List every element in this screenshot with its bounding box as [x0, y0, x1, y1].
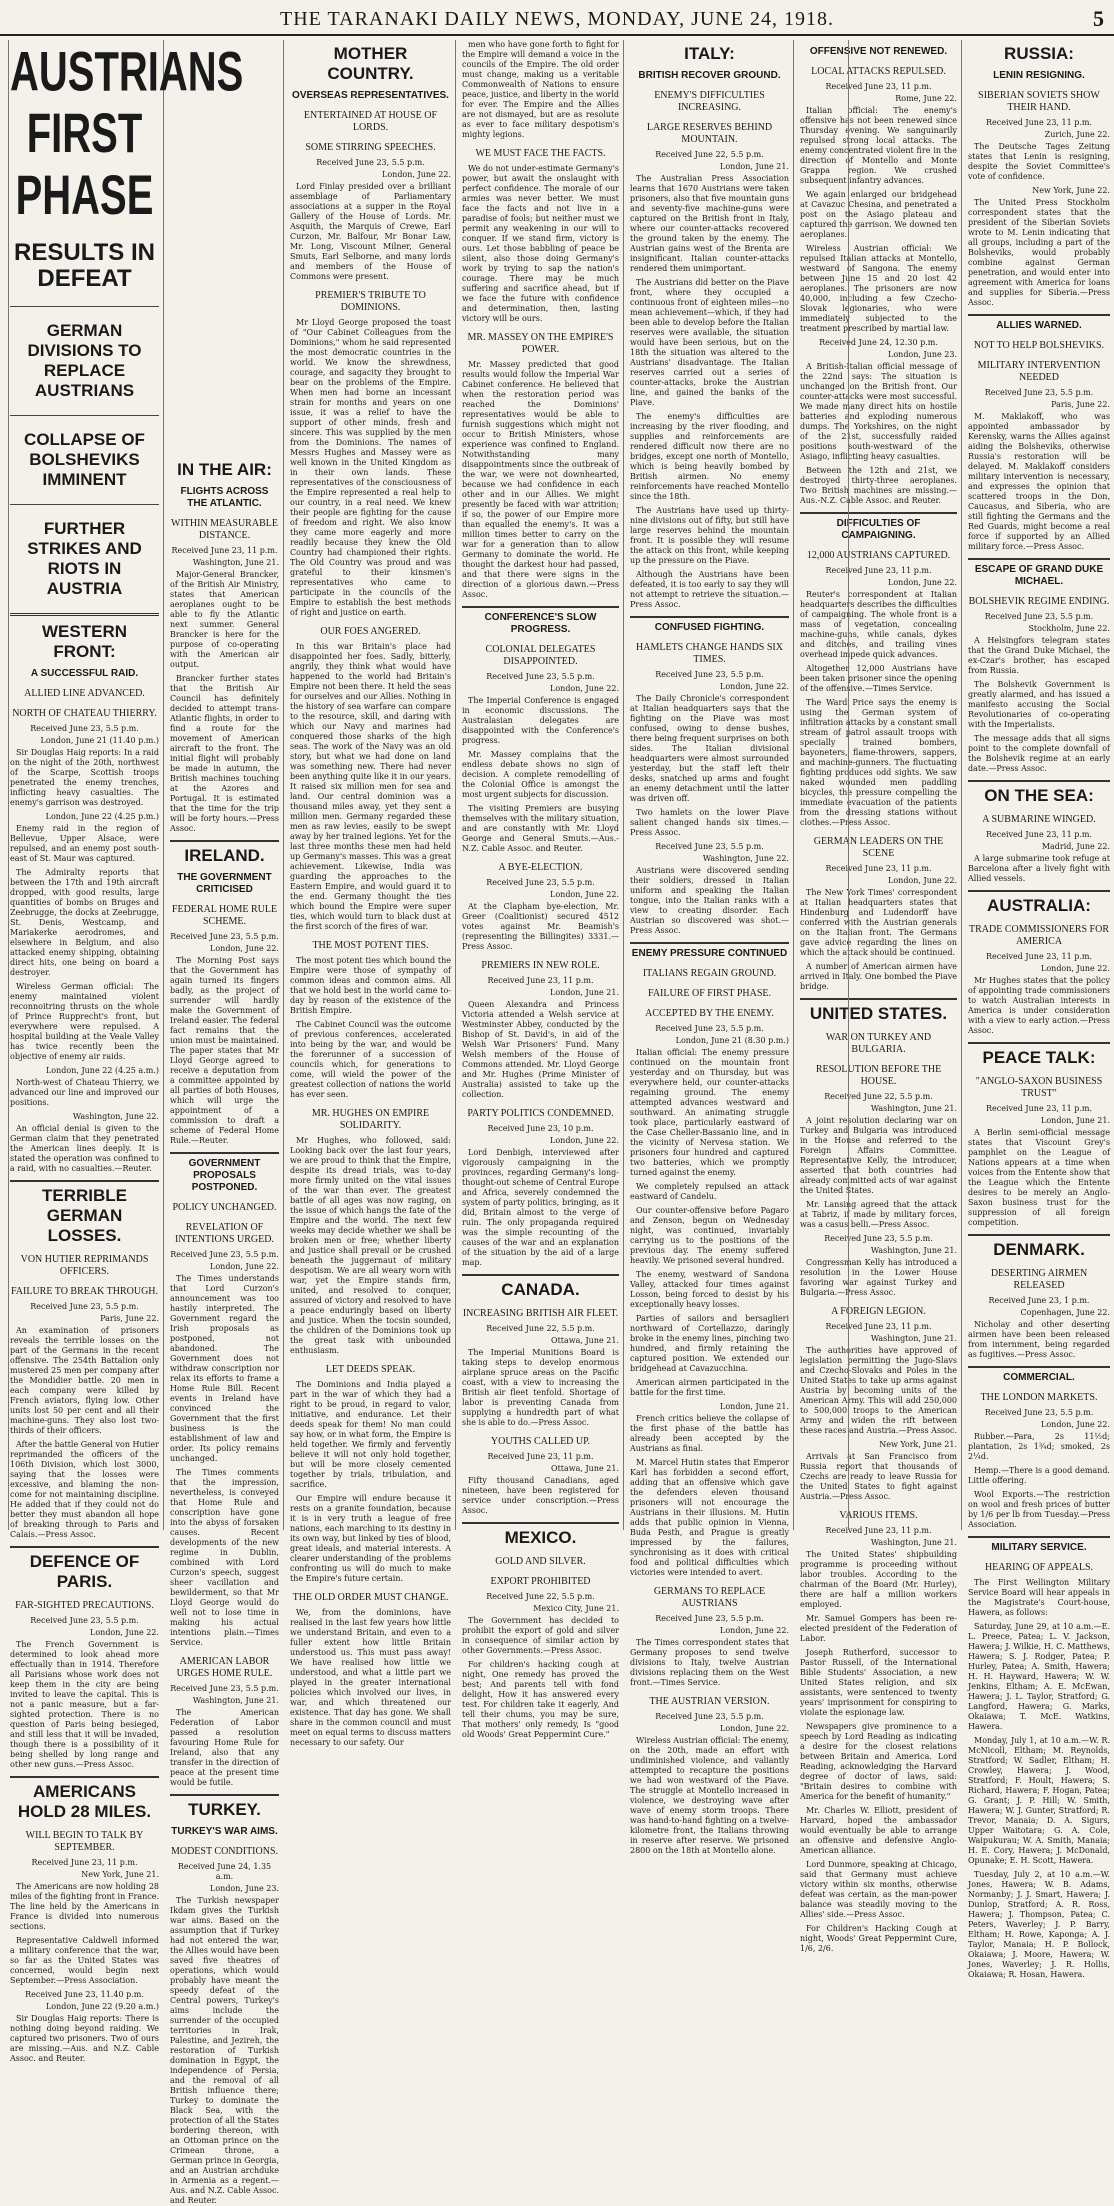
- subhead: ENEMY'S DIFFICULTIES INCREASING.: [654, 90, 765, 113]
- subhead: OVERSEAS REPRESENTATIVES.: [292, 90, 449, 101]
- article-paragraph: The Imperial Munitions Board is taking steps to develop enormous airplane spruce areas on the Pacific coast, with a view to increasing the British air fleet tenfold. Shortage of labor is preventing Canada from supplying a hundredth part of what she is able to do.—Press Assoc.: [462, 1348, 619, 1427]
- dispatch-received: Received June 23, 10 p.m.: [487, 1124, 594, 1133]
- subhead: VARIOUS ITEMS.: [839, 1510, 918, 1521]
- article-paragraph: Rubber.—Para, 2s 11½d; plantation, 2s 1¾d; smoked, 2s 2¼d.: [968, 1432, 1110, 1461]
- subhead: "ANGLO-SAXON BUSINESS TRUST": [975, 1076, 1103, 1099]
- article-paragraph: A large submarine took refuge at Barcelona after a lively fight with Allied vessels.: [968, 854, 1110, 883]
- column-8: [964, 40, 1114, 1979]
- subhead: FLIGHTS ACROSS THE ATLANTIC.: [180, 486, 269, 509]
- section-turkey: TURKEY.: [170, 1794, 279, 1820]
- dispatch-received: Received June 23, 5.5 p.m.: [984, 388, 1094, 397]
- subhead: ALLIES WARNED.: [968, 314, 1110, 332]
- dateline: London, June 22.: [550, 890, 619, 899]
- subhead: MR. MASSEY ON THE EMPIRE'S POWER.: [467, 332, 614, 355]
- article-paragraph: Although the Austrians have been defeated, it is too early to say they will not attempt to retrieve the situation.—Press Assoc.: [630, 570, 789, 609]
- dispatch-received: Received June 22, 5.5 p.m.: [486, 1324, 595, 1333]
- section-ireland: IRELAND.: [170, 840, 279, 866]
- dateline: Madrid, June 22.: [1041, 842, 1110, 851]
- article-paragraph: The enemy, westward of Sandona Valley, attacked four times against Losson, being forced to desist by his exceptionally heavy losses.: [630, 1270, 789, 1309]
- subhead: A SUCCESSFUL RAID.: [30, 668, 139, 679]
- dateline: London, June 22.: [720, 682, 789, 691]
- dateline: London, June 22.: [1041, 1420, 1110, 1429]
- article-paragraph: The Cabinet Council was the outcome of previous conferences, accelerated into being by the war, and would be the forerunner of a succession of councils which, for generations to come, will wield the power of the greatest collection of nations the world has ever seen.: [290, 1020, 451, 1099]
- article-paragraph: Representative Caldwell informed a military conference that the war, so far as the United States was concerned, would begin next September.—Press Association.: [10, 1936, 159, 1985]
- article-paragraph: Hemp.—There is a good demand. Little offering.: [968, 1466, 1110, 1485]
- dispatch-received: Received June 23, 5.5 p.m.: [316, 158, 425, 167]
- advertisement: For Children's Hacking Cough at night, Woods' Great Peppermint Cure, 1/6, 2/6.: [800, 1924, 957, 1953]
- article-paragraph: Tuesday, July 2, at 10 a.m.—W. Jones, Hawera; W. B. Adams, Normanby; J. J. Smart, Hawera; J. Dunlop, Stratford; A. R. Ross, Hawera; J. Thompson, Patea; C. Peters, Waverley; J. P. Barry, Eltham; H. Rowe, Kaponga; A. J. Taylor, Manaia; H. P. Bollock, Okaiawa; J. Moore, Hawera; W. Jones, Waverley; J. R. Hollis, Okaiawa; R. Hosan, Hawera.: [968, 1870, 1110, 1979]
- dateline: London, June 22.: [90, 1628, 159, 1637]
- subhead: THE MOST POTENT TIES.: [312, 940, 429, 951]
- subhead: NOT TO HELP BOLSHEVIKS.: [973, 340, 1105, 351]
- article-paragraph: The French Government is determined to look ahead more effectually than in 1914. Therefore all Parisians whose work does not keep them in the city are being invited to leave the capital. This is not a panic measure, but a far-sighted protection. There is no question of Paris being besieged, and still less that it will be invaded, though there is a possibility of it being shelled by long range and other new guns.—Press Assoc.: [10, 1640, 159, 1769]
- dateline: London, June 22.: [888, 876, 957, 885]
- subhead: THE OLD ORDER MUST CHANGE.: [292, 1592, 449, 1603]
- column-3: [286, 40, 456, 1747]
- dateline: London, June 22 (4.25 p.m.): [45, 812, 159, 821]
- dispatch-received: Received June 23, 11 p.m.: [825, 566, 932, 575]
- section-italy: ITALY:: [684, 44, 735, 63]
- article-paragraph: Newspapers give prominence to a speech by Lord Reading as indicating a desire for the closest relations between Britain and America. Lord Reading, acknowledging the Harvard degree of doctor of laws, said: "Britain desires to combine with America for the benefit of humanity.": [800, 1722, 957, 1801]
- section-australia: AUSTRALIA:: [968, 890, 1110, 916]
- dateline: Rome, June 22.: [895, 94, 957, 103]
- article-paragraph: Mr. Lansing agreed that the attack at Tabriz, if made by military forces, was a casus belli.—Press Assoc.: [800, 1200, 957, 1229]
- dispatch-received: Received June 23, 11 p.m.: [985, 952, 1093, 961]
- subhead: AMERICAN LABOR URGES HOME RULE.: [176, 1656, 273, 1679]
- section-mother-country: MOTHER COUNTRY.: [327, 44, 414, 83]
- dateline: London, June 21.: [1041, 1116, 1110, 1125]
- subhead: LOCAL ATTACKS REPULSED.: [811, 66, 946, 77]
- article-paragraph: Italian official: The enemy pressure continued on the mountain front yesterday and on Thursday, but was everywhere held, our counter-attacks regaining ground. The enemy attempted advances westward and southward. An animating struggle took place, particularly eastward of the Case Cheller-Bassanio line, and in the vicinity of Nervesa station. We prisoners four hundred and captured two batteries, which we promptly turned against the enemy.: [630, 1048, 789, 1177]
- article-paragraph: Between the 12th and 21st, we destroyed thirty-three aeroplanes. Two British machines are missing.—Aus.-N.Z. Cable Assoc. and Reuter.: [800, 466, 957, 505]
- article-paragraph: The Austrians have used up thirty-nine divisions out of fifty, but still have large reserves behind the mountain front. It is possible they will resume the attack on this front, while keeping up the pressure on the Piave.: [630, 506, 789, 565]
- dateline: London, June 21.: [550, 988, 619, 997]
- divider: [10, 415, 159, 416]
- section-denmark: DENMARK.: [968, 1234, 1110, 1260]
- dateline: London, June 22.: [1041, 964, 1110, 973]
- article-paragraph: We, from the dominions, have realised in the last few years how little we understand Britain, and even to a fuller extent how little Britain understood us. This must pass away! We have realised how little we understood, and what a little part we played in the greater international policies which involved our lives, in war, and which threatened our existence. That day has gone. We shall share in the common council and must meet on equal terms to discuss matters necessary to our safety. Our: [290, 1608, 451, 1747]
- dateline: Mexico City, June 21.: [533, 1604, 619, 1613]
- article-paragraph: The New York Times' correspondent at Italian headquarters states that Hindenburg and Ludendorff have conferred with the Austrian generals on the Italian front. The Germans gave advice regarding the lines on which the attack should be continued.: [800, 888, 957, 957]
- dateline: London, June 22.: [888, 578, 957, 587]
- article-paragraph: The Times understands that Lord Curzon's announcement was too hastily interpreted. The Government regard the Irish proposals as postponed, not abandoned. The Government does not withdraw conscription nor relax its efforts to frame a Home Rule Bill. Recent events in Ireland have convinced the Government that the first business is the establishment of law and order. Its policy remains unchanged.: [170, 1274, 279, 1463]
- spacer: [840, 40, 849, 1530]
- dateline: London, June 22.: [720, 1724, 789, 1733]
- article-paragraph: After the battle General von Hutier reprimanded the officers of the 106th Division, which lost 3000, saying that the losses were excessive, and blaming the non-come for not maintaining discipline. He added that if they could not do better they must abandon all hope of breaking through to Paris and Calais.—Press Assoc.: [10, 1440, 159, 1539]
- dateline: London, June 22.: [550, 1136, 619, 1145]
- dateline: Copenhagen, June 22.: [1020, 1308, 1110, 1317]
- dispatch-received: Received June 23, 5.5 p.m.: [655, 1614, 764, 1623]
- subhead: OFFENSIVE NOT RENEWED.: [809, 46, 948, 57]
- subhead: BRITISH RECOVER GROUND.: [638, 70, 781, 81]
- article-paragraph: Two hamlets on the lower Piave salient changed hands six times.—Press Assoc.: [630, 808, 789, 837]
- subhead: MILITARY INTERVENTION NEEDED: [977, 360, 1101, 383]
- dispatch-received: Received June 23, 5.5 p.m.: [984, 612, 1094, 621]
- article-paragraph: The Americans are now holding 28 miles of the fighting front in France. The line held by the Americans in France is divided into numerous sections.: [10, 1882, 159, 1931]
- subhead: A SUBMARINE WINGED.: [982, 814, 1096, 825]
- article-paragraph: Nicholay and other deserting airmen have been been released from internment, being regarded as fugitives.—Press Assoc.: [968, 1320, 1110, 1359]
- article-paragraph: A joint resolution declaring war on Turkey and Bulgaria was introduced in the House and referred to the Foreign Affairs Committee. Representative Kelly, the introducer, asserted that both countries had already committed acts of war against the United States.: [800, 1116, 957, 1195]
- dateline: Washington, June 21.: [870, 1538, 957, 1547]
- article-paragraph: men who have gone forth to fight for the Empire will demand a voice in the councils of the Empire. The old order must change, making us a veritable Commonwealth of Nations to ensure peace, justice, and liberty in the world for ever. The Empire and the Allies are not dismayed, but are as resolute as ever to face military despotism's mighty legions.: [462, 40, 619, 139]
- article-paragraph: Our Empire will endure because it rests on a granite foundation, because it is in very truth a league of free nations, each marching to its destiny in its own way, but linked by ties of blood, great ideals, and material interests. A clearer understanding of the problems confronting us will do much to make the Empire's future certain.: [290, 1494, 451, 1583]
- dispatch-received: Received June 22, 5.5 p.m.: [824, 1092, 933, 1101]
- dispatch-received: Received June 23, 5.5 p.m.: [486, 672, 595, 681]
- subhead: LET DEEDS SPEAK.: [325, 1364, 416, 1375]
- masthead: [0, 0, 1114, 36]
- subhead: GERMAN LEADERS ON THE SCENE: [813, 836, 944, 859]
- dispatch-received: Received June 24, 12.30 p.m.: [819, 338, 938, 347]
- newspaper-title: THE TARANAKI DAILY NEWS, MONDAY, JUNE 24, 1918.: [280, 8, 834, 30]
- dispatch-received: Received June 23, 11 p.m.: [825, 82, 932, 91]
- dateline: New York, June 21.: [879, 1440, 957, 1449]
- subhead: LARGE RESERVES BEHIND MOUNTAIN.: [646, 122, 773, 145]
- dispatch-received: Received June 23, 11 p.m.: [985, 1104, 1093, 1113]
- spacer: [0, 40, 9, 1530]
- dispatch-received: Received June 23, 5.5 p.m.: [30, 1302, 139, 1311]
- dateline: New York, June 21.: [81, 1870, 159, 1879]
- subhead: DESERTING AIRMEN RELEASED: [990, 1268, 1088, 1291]
- subhead: DIFFICULTIES OF CAMPAIGNING.: [800, 512, 957, 542]
- subhead: FAILURE TO BREAK THROUGH.: [10, 1286, 159, 1297]
- article-paragraph: Mr. Massey predicted that good results would follow the Imperial War Cabinet conference. He believed that when the restoration period was reached the Dominions' representatives would be able to furnish suggestions which might not occur to British Ministers, whose experience was confined to England. Notwithstanding many disappointments since the outbreak of the war, we were not downhearted, because we had confidence in each other and in our Allies. We might presently be faced with war attrition; if so, the power of our Empire more than equalled the enemy's. It was a million times better to carry on the war for a generation than to allow Germany to dominate the world. He thought the darkest hour had passed, and that there were signs in the direction of a glorious dawn.—Press Assoc.: [462, 360, 619, 599]
- subhead: ENTERTAINED AT HOUSE OF LORDS.: [303, 110, 438, 133]
- subhead: POLICY UNCHANGED.: [172, 1202, 277, 1213]
- article-paragraph: The United Press Stockholm correspondent states that the president of the Siberian Soviets wrote to M. Lenin indicating that all groups, including a part of the Bolsheviks, would probably combine against German penetration, and would enter into agreement with America for loans and supplies for Siberia.—Press Assoc.: [968, 198, 1110, 307]
- article-paragraph: Lord Finlay presided over a brilliant assemblage of Parliamentary associations at a supper in the Royal Gallery of the House of Lords. Mr. Asquith, the Marquis of Crewe, Earl Curzon, Mr. Balfour, Mr Bonar Law, Mr. Long, Viscount Milner, General Smuts, Earl Selborne, and many lords and members of the House of Commons were present.: [290, 182, 451, 281]
- subhead: HEARING OF APPEALS.: [984, 1562, 1094, 1573]
- article-paragraph: The Government has decided to prohibit the export of gold and silver in consequence of similar action by other Governments.—Press Assoc.: [462, 1616, 619, 1655]
- article-paragraph: Monday, July 1, at 10 a.m.—W. R. McNicoll, Eltham; M. Reynolds, Stratford; W. Sadler, Eltham; H. Crowley, Hawera; J. Wood, Stratford; F. Hoult, Hawera; S. Richard, Hawera; F. Hogan, Patea; G. Grant; J. P. Hill; W. Smith, Hawera; W. J. Gunter, Stratford; R. Trevor, Manaia; D. A. Sigurs, Upper Waitotara; G. A. Cole, Waipukurau; W. A. Smith, Manaia; H. E. Cory, Hawera; J. McDonald, Opunake; E. H. Scott, Hawera.: [968, 1736, 1110, 1865]
- article-paragraph: Altogether 12,000 Austrians have been taken prisoner since the opening of the offensive.—Times Service.: [800, 664, 957, 693]
- article-paragraph: The Times comments that the impression, nevertheless, is conveyed that Home Rule and conscription have gone into the abyss of forsaken causes. Recent developments of the new regime in Dublin, combined with Lord Curzon's speech, suggest sheer vacillation and bewilderment, so that Mr Lloyd George would do well not to lose time in making his actual intentions plain.—Times Service.: [170, 1468, 279, 1647]
- article-paragraph: The Deutsche Tages Zeitung states that Lenin is resigning, despite the Soviet Committee's vote of confidence.: [968, 142, 1110, 181]
- dateline: Washington, June 22.: [702, 854, 789, 863]
- article-paragraph: The Imperial Conference is engaged in economic discussions. The Australasian delegates are disappointed with the Conference's progress.: [462, 696, 619, 745]
- subhead: GOVERNMENT PROPOSALS POSTPONED.: [170, 1152, 279, 1194]
- dispatch-received: Received June 22, 5.5 p.m.: [486, 1592, 595, 1601]
- subhead: ALLIED LINE ADVANCED.: [24, 688, 145, 699]
- column-6: [796, 40, 962, 1953]
- subhead: EXPORT PROHIBITED: [490, 1576, 591, 1587]
- dispatch-received: Received June 23, 5.5 p.m.: [984, 1408, 1094, 1417]
- dateline: Washington, June 21.: [870, 1246, 957, 1255]
- article-paragraph: Enemy raid in the region of Bellevue, Upper Alsace, were repulsed, and an enemy post south-east of St. Maur was captured.: [10, 824, 159, 863]
- subhead: COMMERCIAL.: [968, 1366, 1110, 1384]
- article-paragraph: At the Clapham bye-election, Mr. Greer (Coalitionist) secured 4512 votes against Mr. Beamish's (representing the Billingites) 3331.—Press Assoc.: [462, 902, 619, 951]
- dispatch-received: Received June 23, 11 p.m.: [487, 1452, 594, 1461]
- article-paragraph: We again enlarged our bridgehead at Cavazuc Chesina, and penetrated a post on the Asiago plateau and captured the garrison. We downed ten aeroplanes.: [800, 190, 957, 239]
- article-paragraph: The Australian Press Association learns that 1670 Austrians were taken prisoners, also that five mountain guns and seventy-five machine-guns were captured on the British front in Italy, where our counter-attacks recovered the ground taken by the enemy. The Austrian gains west of the Brenta are insignificant. Italian counter-attacks rendered them unimportant.: [630, 174, 789, 273]
- article-paragraph: M. Marcel Hutin states that Emperor Karl has forbidden a second effort, adding that an offensive which gave the defenders eleven thousand prisoners will not encourage the Austrians in their illusions. M. Hutin adds that public opinion in Vienna, Buda Pesth, and Prague is greatly impressed by the failures, synchronising as it does with critical food and political difficulties which victories were intended to avert.: [630, 1458, 789, 1577]
- dispatch-received: Received June 23, 11.40 p.m.: [25, 1990, 144, 1999]
- article-paragraph: Mr Hughes, who followed, said: Looking back over the last four years, we are proud to think that the Empire, despite its dread trials, was to-day more firmly united on the vital issues of the war than ever. The greatest battle of all ages was now raging, on the issue of which hangs the fate of the Empire and the world. The next few weeks may decide whether we shall be broken men or free; whether liberty and justice shall prevail or be crushed beneath the juggernaut of military despotism. We are all weary worn with war, yet the Empire stands firm, united, and resolved to conquer, assured of victory and resolved to have a peace enduringly based on liberty and justice. When the tocsin sounded, the children of the Dominions took up the great task with unbounded enthusiasm.: [290, 1136, 451, 1355]
- article-paragraph: Joseph Rutherford, successor to Pastor Russell, of the International Bible Students' Association, a new United States religion, and six assistants, were sentenced to twenty years' imprisonment for conspiring to violate the espionage law.: [800, 1648, 957, 1717]
- subhead: A BYE-ELECTION.: [498, 862, 583, 873]
- article-paragraph: Congressman Kelly has introduced a resolution in the Lower House favoring war against Turkey and Bulgaria.—Press Assoc.: [800, 1258, 957, 1297]
- section-russia: RUSSIA:: [1004, 44, 1074, 63]
- article-paragraph: The Bolshevik Government is greatly alarmed, and has issued a manifesto accusing the Social Revolutionaries of co-operating with the Imperialists.: [968, 680, 1110, 729]
- dateline: London, June 22 (9.20 a.m.): [45, 2002, 159, 2011]
- article-paragraph: Mr. Charles W. Elliott, president of Harvard, hoped the ambassador would eventually be able to arrange an offensive and defensive Anglo-American alliance.: [800, 1806, 957, 1855]
- article-paragraph: Austrians were discovered sending their soldiers, dressed in Italian uniform and speaking the Italian tongue, into the Italian ranks with a view to creating disorder. Each Austrian so discovered was shot.—Press Assoc.: [630, 866, 789, 935]
- article-paragraph: Mr. Samuel Gompers has been re-elected president of the Federation of Labor.: [800, 1614, 957, 1643]
- subhead: THE GOVERNMENT CRITICISED: [177, 872, 272, 895]
- subhead: RESOLUTION BEFORE THE HOUSE.: [815, 1064, 942, 1087]
- subhead: GERMANS TO REPLACE AUSTRIANS: [653, 1586, 766, 1609]
- article-paragraph: Italian official: The enemy's offensive has not been renewed since Thursday evening. We sanguinarily repulsed strong local attacks. The enemy concentrated violent fire in the direction of Montello and Monte Grappa region. We crushed subsequent infantry advances.: [800, 106, 957, 185]
- dateline: London, June 21.: [720, 162, 789, 171]
- subhead: MILITARY SERVICE.: [968, 1536, 1110, 1554]
- article-paragraph: Fifty thousand Canadians, aged nineteen, have been registered for service under conscription.—Press Assoc.: [462, 1476, 619, 1515]
- dispatch-received: Received June 24, 1.35 a.m.: [177, 1862, 272, 1881]
- dispatch-received: Received June 23, 5.5 p.m.: [655, 1024, 764, 1033]
- dispatch-received: Received June 23, 11 p.m.: [31, 1858, 138, 1867]
- article-paragraph: The Ward Price says the enemy is using the German system of infiltration attacks by a constant small stream of patrol assault troops with specially trained bombers, bayoneters, flame-throwers, sappers, and machine-gunners. The fluctuating fighting produces odd sights. We saw naked wounded men paddling bicycles, the pressure compelling the immediate evacuation of the patients from the dressing stations without clothes.—Press Assoc.: [800, 698, 957, 827]
- subhead: INCREASING BRITISH AIR FLEET.: [462, 1308, 619, 1319]
- subhead: WE MUST FACE THE FACTS.: [475, 148, 606, 159]
- article-paragraph: Lord Dunmore, speaking at Chicago, said that Germany must achieve victory within six months, otherwise defeat was certain, as the man-power balance was steadily moving to the Allies' side.—Press Assoc.: [800, 1860, 957, 1919]
- dateline: New York, June 22.: [1032, 186, 1110, 195]
- article-paragraph: The message adds that all signs point to the complete downfall of the Bolshevik regime at an early date.—Press Assoc.: [968, 734, 1110, 773]
- dispatch-received: Received June 23, 5.5 p.m.: [655, 842, 764, 851]
- article-paragraph: Mr. Massey complains that the endless debate shows no sign of decision. A complete remodelling of the Colonial Office is amongst the most urgent subjects for discussion.: [462, 750, 619, 799]
- subhead: THE LONDON MARKETS.: [980, 1392, 1098, 1403]
- article-paragraph: A Berlin semi-official message states that Viscount Grey's pamphlet on the League of Nations appears at a time when voices from the Entente show that the League which the Entente desires to be merely an Anglo-Saxon business trust for the suppression of all foreign competition.: [968, 1128, 1110, 1227]
- dateline: London, June 22 (4.25 a.m.): [45, 1066, 159, 1075]
- article-paragraph: Queen Alexandra and Princess Victoria attended a Welsh service at Westminster Abbey, conducted by the Bishop of St. David's, in aid of the Welsh War Prisoners' Fund. Many Welsh members of the House of Commons attended. Mr. Lloyd George and Mr. Hughes (Prime Minister of Australia) assisted to take up the collection.: [462, 1000, 619, 1099]
- subhead: PREMIERS IN NEW ROLE.: [481, 960, 600, 971]
- dateline: London, June 21 (8.30 p.m.): [675, 1036, 789, 1045]
- subhead: COLONIAL DELEGATES DISAPPOINTED.: [485, 644, 596, 667]
- dispatch-received: Received June 23, 5.5 p.m.: [170, 932, 279, 941]
- subhead: GOLD AND SILVER.: [495, 1556, 586, 1567]
- subhead: HAMLETS CHANGE HANDS SIX TIMES.: [636, 642, 783, 665]
- article-paragraph: We do not under-estimate Germany's power, but await the onslaught with perfect confidence. The morale of our armies was never better. We must face the facts and not live in a paradise of fools; but neither must we permit any weakening in our will to conquer. If we stand firm, victory is ours. Let those babbling of peace be silent, also those doing Germany's work by trying to sap the nation's courage. There may be much suffering and sacrifice ahead, but if we face the future with confidence and determination, then, lasting victory will be ours.: [462, 164, 619, 323]
- dateline: London, June 22.: [210, 1262, 279, 1271]
- article-paragraph: The Austrians did better on the Piave front, where they occupied a continuous front of eighteen miles—no mean achievement—which, if they had been able to develop before the Italian reserves were available, the situation would have been serious, but on the 18th the situation was altered to the Austrians' disadvantage. The Italian reserves carried out a series of counter-attacks, broke the Austrian line, and gained the banks of the Piave.: [630, 278, 789, 407]
- dispatch-received: Received June 23, 11 p.m.: [825, 1526, 932, 1535]
- article-paragraph: Mr Lloyd George proposed the toast of "Our Cabinet Colleagues from the Dominions," whom he said represented the most democratic countries in the world. We know the shrewdness, courage, and sagacity they brought to bear on the problems of the Empire. When men had borne an incessant strain for months and years on one issue, it was a relief to have the support of other minds, fresh and sincere. This was supplied by the men from the Dominions. The names of Messrs Hughes and Massey were as well known in the United Kingdom as in their own lands. These representatives of the consciousness of the Empire represented a real help to our country, in a real need. We knew their people are fighting for the cause of freedom and right. We also know they came more eagerly and more readily because they knew the Old Country had championed their rights. The Old Country was proud and was grateful to their kinsmen's representatives who came to participate in the councils of the Empire to establish the best methods of right and justice on earth.: [290, 318, 451, 617]
- section-united-states: UNITED STATES.: [800, 998, 957, 1024]
- subhead: REVELATION OF INTENTIONS URGED.: [175, 1222, 274, 1245]
- dispatch-received: Received June 23, 5.5 p.m.: [655, 1712, 764, 1721]
- dateline: London, June 22.: [720, 1626, 789, 1635]
- article-paragraph: The most potent ties which bound the Empire were those of sympathy of common ideas and common aims. All that we hold best in the world came to-day by reason of the existence of the British Empire.: [290, 956, 451, 1015]
- subhead: ITALIANS REGAIN GROUND.: [642, 968, 777, 979]
- article-paragraph: Our counter-offensive before Pagaro and Zenson, begun on Wednesday night, was continued, invariably carrying us to the positions of the previous day. The enemy suffered heavily. We prisoned several hundred.: [630, 1206, 789, 1265]
- article-paragraph: Brancker further states that the British Air Council has definitely decided to attempt trans-Atlantic flights, in order to find a route for the movement of American aircraft to the front. The initial flight will probably be made in autumn, the British machines touching at the Azores and Portugal. It is estimated that the time for the trip will be forty hours.—Press Assoc.: [170, 674, 279, 833]
- article-paragraph: The authorities have approved of legislation permitting the Jugo-Slavs and Czecho-Slovaks and Poles in the United States to take up arms against Austria by becoming units of the American Army. This will add 250,000 to 500,000 troops to the American Army and widen the rift between these races and Austria.—Press Assoc.: [800, 1346, 957, 1435]
- column-4: [458, 40, 624, 1739]
- article-paragraph: Wool Exports.—The restriction on wool and fresh prices of butter by 1/6 per lb from Tuesday.—Press Association.: [968, 1490, 1110, 1529]
- column-2: [166, 40, 284, 2205]
- dateline: Paris, June 22.: [100, 1314, 159, 1323]
- dateline: Washington, June 21.: [192, 558, 279, 567]
- article-paragraph: Sir Douglas Haig reports: There is nothing doing beyond raiding. We captured two prisoners. Two of ours are missing.—Aus. and N.Z. Cable Assoc. and Reuter.: [10, 2014, 159, 2063]
- subhead: ENEMY PRESSURE CONTINUED: [630, 942, 789, 960]
- article-paragraph: Arrivals at San Francisco from Russia report that thousands of Czechs are ready to leave Russia for the United States to fight against Austria.—Press Assoc.: [800, 1452, 957, 1501]
- article-paragraph: Mr Hughes states that the policy of appointing trade commissioners to watch Australian interests in America is under consideration with a view to early action.—Press Assoc.: [968, 976, 1110, 1035]
- dispatch-received: Received June 23, 5.5 p.m.: [170, 1250, 279, 1259]
- subhead: CONFERENCE'S SLOW PROGRESS.: [462, 606, 619, 636]
- dispatch-received: Received June 23, 5.5 p.m.: [655, 670, 764, 679]
- dispatch-received: Received June 23, 5.5 p.m.: [486, 878, 595, 887]
- dateline: Ottawa, June 21.: [551, 1464, 619, 1473]
- section-canada: CANADA.: [462, 1274, 619, 1300]
- dispatch-received: Received June 23, 11 p.m.: [985, 830, 1093, 839]
- article-paragraph: A number of American airmen have arrived in Italy. One bombed the Piave bridge.: [800, 962, 957, 991]
- article-paragraph: The American Federation of Labor passed a resolution favouring Home Rule for Ireland, also that any transfer in the direction of peace at the present time would be futile.: [170, 1708, 279, 1787]
- article-paragraph: Saturday, June 29, at 10 a.m.—E. L. Preece, Patea; L. V. Jackson, Hawera; J. Wilkie, H. C. Matthews, Hawera; S. J. Rodger, Patea; P. Hurley, Patea; A. Smith, Hawera; H. H. Hayward, Hawera; W. W. Jenkins, Eltham; A. E. McEwan, Hawera; J. L. Taylor, Stratford; G. Langford, Hawera; G. Marks, Okaiawa; T. McE. Watkins, Hawera.: [968, 1622, 1110, 1731]
- subhead: VON HUTIER REPRIMANDS OFFICERS.: [20, 1254, 149, 1277]
- dateline: Stockholm, June 22.: [1028, 624, 1110, 633]
- dispatch-received: Received June 23, 5.5 p.m.: [30, 724, 139, 733]
- dateline: London, June 23.: [888, 350, 957, 359]
- article-paragraph: Wireless German official: The enemy maintained violent reconnoitring thrusts on the whole of Prince Rupprecht's front, but everywhere were repulsed. A hospital building at the Veale Valley has twice recently been the objective of enemy air raids.: [10, 982, 159, 1061]
- subhead: FAILURE OF FIRST PHASE.: [648, 988, 771, 999]
- subhead: TURKEY'S WAR AIMS.: [171, 1826, 278, 1837]
- subhead: A FOREIGN LEGION.: [831, 1306, 926, 1317]
- subhead: CONFUSED FIGHTING.: [630, 616, 789, 634]
- page-number: 5: [1093, 6, 1104, 31]
- section-mexico: MEXICO.: [462, 1522, 619, 1548]
- article-paragraph: French critics believe the collapse of the first phase of the battle has already been accepted by the Austrians as final.: [630, 1414, 789, 1453]
- dateline: Washington, June 21.: [870, 1104, 957, 1113]
- subhead: THE AUSTRIAN VERSION.: [649, 1696, 770, 1707]
- section-on-the-sea: ON THE SEA:: [968, 780, 1110, 806]
- article-paragraph: The visiting Premiers are busying themselves with the military situation, and are constantly with Mr. Lloyd George and General Smuts.—Aus.-N.Z. Cable Assoc. and Reuter.: [462, 804, 619, 853]
- subhead: 12,000 AUSTRIANS CAPTURED.: [806, 550, 951, 561]
- main-headline: AUSTRIANS FIRST PHASE: [10, 41, 244, 227]
- article-paragraph: Reuter's correspondent at Italian headquarters describes the difficulties of campaigning. The whole front is a mass of vegetation, concealing machine-guns, while canals, dykes and ditches, and trailing vines overhead impede quick advances.: [800, 590, 957, 659]
- article-paragraph: Sir Douglas Haig reports: In a raid on the night of the 20th, northwest of the Scarpe, Scottish troops penetrated the enemy trenches, inflicting heavy casualties. The enemy's garrison was destroyed.: [10, 748, 159, 807]
- dispatch-received: Received June 23, 5.5 p.m.: [824, 1234, 933, 1243]
- article-paragraph: The Turkish newspaper Ikdam gives the Turkish war aims. Based on the assumption that if Turkey had not entered the war, the Allies would have been saved five theatres of operations, which would probably have meant the speedy defeat of the Central powers, Turkey's aims include the surrender of the occupied territories in Irak, Palestine, and Jezireh, the restoration of Turkish domination in Egypt, the independence of Persia, and the removal of all British influence there; Turkey to dominate the Black Sea, with the protection of all the States bordering thereon, with an Ottoman prince on the Crimean throne, a German prince in Georgia, and an Austrian archduke in Armenia as a regent.—Aus. and N.Z. Cable Assoc. and Reuter.: [170, 1896, 279, 2205]
- sub-headline-4: FURTHER STRIKES AND RIOTS IN AUSTRIA: [27, 519, 142, 598]
- advertisement: For children's hacking cough at night, One remedy has proved the best; And parents tell with fond delight, How it has answered every test. For children take it eagerly, And tell their chums, you may be sure, That mothers' only remedy, Is "good old Woods' Great Peppermint Cure.": [462, 1660, 619, 1739]
- article-paragraph: The enemy's difficulties are increasing by the river flooding, and supplies and reinforcements are rendered difficult now there are no bridges, except one north of Montello, which is being heavily bombed by British airmen. No enemy reinforcements have reached Montello since the 18th.: [630, 412, 789, 501]
- subhead: LENIN RESIGNING.: [993, 70, 1085, 81]
- section-western-front: WESTERN FRONT:: [42, 622, 127, 661]
- article-paragraph: North-west of Chateau Thierry, we advanced our line and improved our positions.: [10, 1078, 159, 1107]
- section-americans: AMERICANS HOLD 28 MILES.: [10, 1776, 159, 1822]
- dateline: Washington, June 21.: [192, 1696, 279, 1705]
- article-paragraph: The Times correspondent states that Germany proposes to send twelve divisions to Italy, twelve Austrian divisions replacing them on the West front.—Times Service.: [630, 1638, 789, 1687]
- subhead: PARTY POLITICS CONDEMNED.: [467, 1108, 614, 1119]
- article-paragraph: The Daily Chronicle's correspondent at Italian headquarters says that the fighting on the Piave was most confused, owing to dense bushes, there being frequent surprises on both sides. The Italian divisional headquarters were almost surrounded yesterday, but the staff left their desks, snatched up arms and fought an enemy detachment until the latter was driven off.: [630, 694, 789, 803]
- dispatch-received: Received June 23, 5.5 p.m.: [30, 1616, 139, 1625]
- subhead: ESCAPE OF GRAND DUKE MICHAEL.: [968, 558, 1110, 588]
- dispatch-received: Received June 23, 5.5 p.m.: [170, 1684, 279, 1693]
- article-paragraph: Wireless Austrian official: We repulsed Italian attacks at Montello, westward of Sangona. The enemy between June 15 and 20 lost 42 aeroplanes. The prisoners are now 40,000, including a few Czecho-Slovak legionaries, who were immediately subjected to the treatment prescribed by martial law.: [800, 244, 957, 333]
- dateline: London, June 22.: [210, 944, 279, 953]
- subhead: BOLSHEVIK REGIME ENDING.: [968, 596, 1110, 607]
- article-paragraph: American airmen participated in the battle for the first time.: [630, 1378, 789, 1397]
- subhead: MODEST CONDITIONS.: [170, 1846, 279, 1857]
- dateline: Ottawa, June 21.: [551, 1336, 619, 1345]
- subhead: NORTH OF CHATEAU THIERRY.: [12, 708, 157, 719]
- subhead: FEDERAL HOME RULE SCHEME.: [171, 904, 278, 927]
- dispatch-received: Received June 23, 11 p.m.: [487, 976, 594, 985]
- dispatch-received: Received June 22, 5.5 p.m.: [655, 150, 764, 159]
- divider: [10, 306, 159, 307]
- subhead: PREMIER'S TRIBUTE TO DOMINIONS.: [315, 290, 426, 313]
- section-in-the-air: IN THE AIR:: [177, 460, 272, 479]
- subhead: MR. HUGHES ON EMPIRE SOLIDARITY.: [311, 1108, 430, 1131]
- article-paragraph: The First Wellington Military Service Board will hear appeals in the Magistrate's Court-house, Hawera, as follows:: [968, 1578, 1110, 1617]
- dispatch-received: Received June 23, 11 p.m.: [985, 118, 1093, 127]
- dispatch-received: Received June 23, 11 p.m.: [171, 546, 278, 555]
- dateline: Washington, June 21.: [870, 1334, 957, 1343]
- subhead: WITHIN MEASURABLE DISTANCE.: [171, 518, 278, 541]
- dispatch-received: Received June 23, 1 p.m.: [988, 1296, 1090, 1305]
- dispatch-received: Received June 23, 11 p.m.: [825, 864, 932, 873]
- section-german-losses: TERRIBLE GERMAN LOSSES.: [10, 1180, 159, 1246]
- sub-headline-3: COLLAPSE OF BOLSHEVIKS IMMINENT: [24, 430, 145, 489]
- divider: [10, 504, 159, 505]
- subhead: SIBERIAN SOVIETS SHOW THEIR HAND.: [978, 90, 1100, 113]
- subhead: ACCEPTED BY THE ENEMY.: [645, 1008, 774, 1019]
- article-paragraph: Parties of sailors and bersaglieri northward of Cortellazzo, daringly broke in the enemy lines, pinching two hundred, and firmly retaining the captured position. We extended our bridgehead at Cavazucchina.: [630, 1314, 789, 1373]
- article-paragraph: M. Maklakoff, who was appointed ambassador by Kerensky, warns the Allies against aiding the Bolsheviks, otherwise Russia's restoration will be delayed. M. Maklakoff considers military intervention is necessary, and expresses the opinion that scattered troops in the Don, Caucasus, and Siberia, who are still fighting the Germans and the Red Guards, might become a real force if supported by an Allied military force.—Press Assoc.: [968, 412, 1110, 551]
- section-peace-talk: PEACE TALK:: [968, 1042, 1110, 1068]
- dateline: Zurich, June 22.: [1044, 130, 1110, 139]
- dateline: London, June 21.: [720, 1402, 789, 1411]
- dateline: London, June 21 (11.40 p.m.): [40, 736, 159, 745]
- dispatch-received: Received June 23, 11 p.m.: [825, 1322, 932, 1331]
- dateline: Washington, June 22.: [72, 1112, 159, 1121]
- section-defence-paris: DEFENCE OF PARIS.: [10, 1546, 159, 1592]
- article-paragraph: The Admiralty reports that between the 17th and 19th aircraft dropped, with good results, large quantities of bombs on Bruges and Zeebrugge, the docks at Zeebrugge, St. Denis, Westcamp, and Mariakerke aerodromes, and elsewhere in Belgium, and also attacked enemy shipping, obtaining direct hits, one being on board a destroyer.: [10, 868, 159, 977]
- dateline: London, June 22.: [550, 684, 619, 693]
- divider: [10, 613, 159, 616]
- dateline: London, June 22.: [382, 170, 451, 179]
- subhead: WILL BEGIN TO TALK BY SEPTEMBER.: [25, 1830, 144, 1853]
- sub-headline-1: RESULTS IN DEFEAT: [14, 239, 155, 292]
- article-paragraph: An official denial is given to the German claim that they penetrated the American lines deeply. It is stated the operation was confined to a raid, with no casualties.—Reuter.: [10, 1124, 159, 1173]
- article-paragraph: We completely repulsed an attack eastward of Candelu.: [630, 1182, 789, 1201]
- subhead: OUR FOES ANGERED.: [320, 626, 421, 637]
- article-paragraph: Major-General Brancker, of the British Air Ministry, states that American aeroplanes ought to be able to fly the Atlantic next summer. General Brancker is here for the purpose of co-operating with the American air output.: [170, 570, 279, 669]
- subhead: YOUTHS CALLED UP.: [490, 1436, 591, 1447]
- sub-headline-2: GERMAN DIVISIONS TO REPLACE AUSTRIANS: [27, 321, 142, 400]
- article-paragraph: A British-Italian official message of the 22nd says: The situation is unchanged on the British front. Our counter-attacks were most successful. We made many direct hits on hostile batteries and exploding numerous dumps. The Yorkshires, on the night of the 21st, successfully raided positions south-westward of the Asiago, inflicting heavy casualties.: [800, 362, 957, 461]
- article-paragraph: An examination of prisoners reveals the terrible losses on the part of the Germans in the recent offensive. The 254th Battalion only mustered 25 men per company after the Mondidier battle. 20 men in each company were killed by French aviators, flying low. Other units lost 50 per cent and all their machine-guns. They also lost two-thirds of their officers.: [10, 1326, 159, 1435]
- article-paragraph: The Dominions and India played a part in the war of which they had a right to be proud, in regard to valor, initiative, and endurance. Let their deeds speak for them! No man could say how, or in what form, the Empire is held together. We firmly and fervently believe it will not only hold together, but will be more closely cemented together by trials, tribulation, and sacrifice.: [290, 1380, 451, 1489]
- dateline: London, June 23.: [210, 1884, 279, 1893]
- article-paragraph: Wireless Austrian official: The enemy, on the 20th, made an effort with undiminished violence, and valiantly attempted to recapture the positions we had won westward of the Piave. The struggle at Montello increased in violence, we destroying wave after wave of enemy storm troops. There was hand-to-hand fighting on a twelve-kilometre front, the Italians throwing in reserve after reserve. We prisoned 2800 on the 18th at Montello alone.: [630, 1736, 789, 1855]
- article-paragraph: The Morning Post says that the Government has again turned its fingers badly, as the project of surrender will hardly make the Government of Ireland easier. The federal fact remains that the union must be maintained. The paper states that Mr Lloyd George agreed to receive a deputation from a committee appointed by all parties of both Houses, which will urge the appointment of a commission to draft a scheme of Federal Home Rule.—Reuter.: [170, 956, 279, 1145]
- article-paragraph: The United States' shipbuilding programme is proceeding without labor troubles. According to the chairman of the Board (Mr. Hurley), there are half a million workers employed.: [800, 1550, 957, 1609]
- subhead: FAR-SIGHTED PRECAUTIONS.: [15, 1600, 154, 1611]
- subhead: TRADE COMMISSIONERS FOR AMERICA: [968, 924, 1110, 947]
- subhead: SOME STIRRING SPEECHES.: [305, 142, 436, 153]
- column-5: [626, 40, 794, 1855]
- article-paragraph: A Helsingfors telegram states that the Grand Duke Michael, the ex-Czar's brother, has escaped from Russia.: [968, 636, 1110, 675]
- dateline: Paris, June 22.: [1051, 400, 1110, 409]
- article-paragraph: Lord Denbigh, interviewed after vigorously campaigning in the provinces, regarding Germany's long-thought-out scheme of Central Europe and Africa, severely condemned the system of party politics, bringing, as it did, Britain almost to the verge of ruin. The only propaganda required was the simple recounting of the causes of the war and an explanation of the situation by the aid of a large map.: [462, 1148, 619, 1267]
- article-paragraph: In this war Britain's place had disappointed her foes. Sadly, bitterly, angrily, they think what would have happened to the world had Britain's Empire not been there. It held the seas for ourselves and our Allies. Nothing in the history of sea warfare can compare to the resource, skill, and daring with which our Navy and marines had conquered those sharks of the high seas. The work of the Navy was an old story, but what we had done on land was something new. There had never been anything quite like it in our years. It raised six million men for sea and land. Our central dominion was a thousand miles away, yet they sent a million men. Germany regarded these men as raw levies, easily to be swept away by her trained legions. Yet for the last three months these men had held up Germany's masses. This was a great achievement. Likewise, India was guarding the approaches to the Eastern Empire, and would guard it to the end. Germany thought the ties which bound the Empire were super ties, which would turn to black dust at the first scorch of the fires of war.: [290, 642, 451, 931]
- subhead: WAR ON TURKEY AND BULGARIA.: [825, 1032, 932, 1055]
